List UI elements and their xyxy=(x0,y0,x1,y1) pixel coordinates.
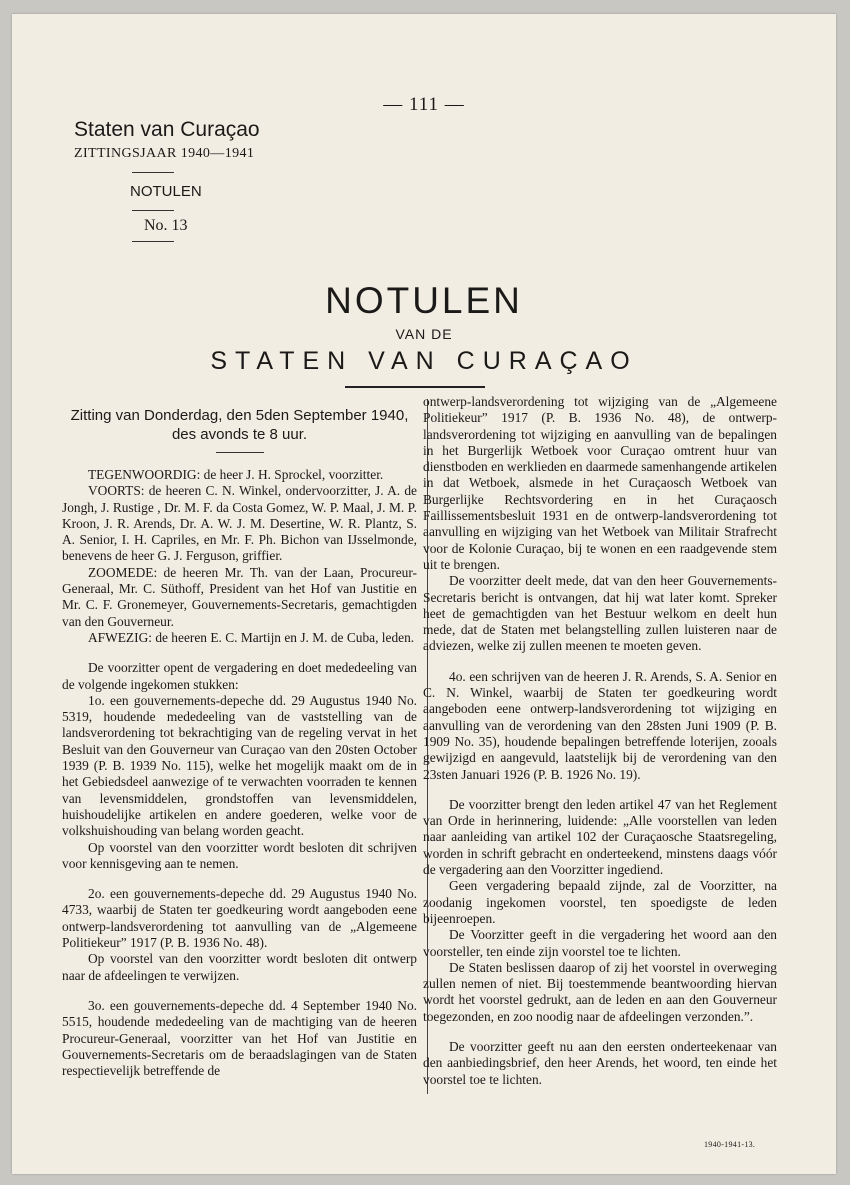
paragraph: ontwerp-landsverordening tot wijziging van de „Algemeene Politiekeur” 1917 (P. B. 1936 No. 48), de ontwerp-landsverordening tot wijziging en aanvulling van de bepalingen in het Burgerlijk Wetboek voor Curaçao omtrent huur van dienstboden en werklieden en daarmede samenhangende artikelen in dat Wetboek, alsmede in het Curaçaosch Wetboek van Burgerlijke Rechtsvordering en in het Curaçaosch Faillissementsbesluit 1931 en de ontwerp-landsverordening tot aanvulling en wijziging van het Wetboek van Militair Strafrecht voor de Kolonie Curaçao, bij te wonen en een raadgevende stem uit te brengen. xyxy=(423,394,777,572)
right-column xyxy=(423,394,777,1088)
print-stamp: 1940-1941-13. xyxy=(704,1140,756,1149)
sitting-heading-line2: des avonds te 8 uur. xyxy=(171,426,308,443)
paragraph: Geen vergadering bepaald zijnde, zal de Voorzitter, na zoodanig ingekomen voorstel, ten spoedigste de leden bijeenroepen. xyxy=(423,878,777,926)
paragraph: 1o. een gouvernements-depeche dd. 29 Augustus 1940 No. 5319, houdende mededeeling van de vaststelling van de landsverordening tot bekrachtiging van de regeling vervat in het Besluit van den Gouverneur van Curaçao van den 20sten October 1939 (P. B. 1939 No. 115), welke het mogelijk maakt om de in het Gebiedsdeel aanwezige of te verwachten voorraden te kennen van levensmiddelen, grondstoffen van levensmiddelen, huishoudelijke artikelen en andere goederen, welke voor de volkshuishouding van belang worden geacht. xyxy=(62,692,417,839)
document-type: NOTULEN xyxy=(130,183,202,200)
paragraph: De Voorzitter geeft in die vergadering het woord aan den voorsteller, ten einde zijn voorstel toe te lichten. xyxy=(423,927,777,959)
paragraph: De voorzitter opent de vergadering en doet mededeeling van de volgende ingekomen stukken: xyxy=(62,660,417,692)
paragraph: De voorzitter brengt den leden artikel 47 van het Reglement van Orde in herinnering, luidende: „Alle voorstellen van leden naar aanleiding van artikel 102 der Curaçaosche Staatsregeling, worden in schrift gebracht en onderteekend, minstens daags vóór de vergadering aan den Voorzitter ingediend. xyxy=(423,796,777,878)
sitting-heading xyxy=(62,406,417,444)
paragraph: 4o. een schrijven van de heeren J. R. Arends, S. A. Senior en C. N. Winkel, waarbij de Staten ter goedkeuring wordt aangeboden eene ontwerp-landsverordening tot wijziging en aanvulling van de verordening van den 28sten Juni 1909 (P. B. 1909 No. 35), houdende bepalingen betreffende loterijen, zooals gewijzigd en aangevuld, laatstelijk bij de verordening van den 23sten Januari 1926 (P. B. 1926 No. 19). xyxy=(423,668,777,782)
paragraph: 2o. een gouvernements-depeche dd. 29 Augustus 1940 No. 4733, waarbij de Staten ter goedkeuring wordt aangeboden eene ontwerp-landsverordening tot aanvulling van de „Algemeene Politiekeur” 1917 (P. B. 1936 No. 48). xyxy=(62,886,417,951)
paragraph: TEGENWOORDIG: de heer J. H. Sprockel, voorzitter. xyxy=(88,467,384,482)
paragraph: Op voorstel van den voorzitter wordt besloten dit ontwerp naar de afdeelingen te verwijzen. xyxy=(62,951,417,983)
paragraph: Op voorstel van den voorzitter wordt besloten dit schrijven voor kennisgeving aan te nemen. xyxy=(62,839,417,871)
organization-title: STATEN VAN CURAÇAO xyxy=(210,347,638,375)
sitting-heading-line1: Zitting van Donderdag, den 5den September 1940, xyxy=(70,407,409,424)
document-number: No. 13 xyxy=(144,217,188,234)
main-title: NOTULEN xyxy=(325,280,523,321)
page-number: — 111 — xyxy=(383,94,465,115)
paragraph: De voorzitter deelt mede, dat van den heer Gouvernements-Secretaris bericht is ontvangen, dat hij wat later komt. Spreker heet de gemachtigden van het Bestuur welkom en deelt hun mede, dat de Staten met belangstelling zullen luisteren naar de adviezen, welke zij zullen meenen te moeten geven. xyxy=(423,573,777,654)
paragraph: 3o. een gouvernements-depeche dd. 4 September 1940 No. 5515, houdende mededeeling van de machtiging van de heeren Procureur-Generaal, voorzitter van het Hof van Justitie en Gouvernements-Secretaris om de beraadslagingen van de Staten respectievelijk betreffende de xyxy=(62,997,417,1079)
header-divider xyxy=(132,241,174,242)
title-rule xyxy=(345,386,485,388)
left-column xyxy=(62,394,417,1079)
title-connector: VAN DE xyxy=(395,326,453,342)
session-year: ZITTINGSJAAR 1940—1941 xyxy=(74,146,255,161)
heading-divider xyxy=(216,452,264,453)
document-page xyxy=(12,14,836,1174)
paragraph: AFWEZIG: de heeren E. C. Martijn en J. M. de Cuba, leden. xyxy=(88,629,415,645)
paragraph: ZOOMEDE: de heeren Mr. Th. van der Laan, Procureur-Generaal, Mr. C. Süthoff, President van het Hof van Justitie en Mr. C. F. Gronemeyer, Gouvernements-Secretaris, gemachtigden van den Gouverneur. xyxy=(62,564,417,629)
document-header xyxy=(74,118,294,242)
document-origin: Staten van Curaçao xyxy=(74,118,260,141)
header-divider xyxy=(132,210,174,211)
paragraph: De Staten beslissen daarop of zij het voorstel in overweging zullen nemen of niet. Bij toestemmende beantwoording hiervan wordt het voorstel gedrukt, aan de leden en aan den Gouverneur toegezonden, en zoo noodig naar de afdeelingen verzonden.”. xyxy=(423,959,777,1024)
paragraph: De voorzitter geeft nu aan den eersten onderteekenaar van den aanbiedingsbrief, den heer Arends, het woord, ten einde het voorstel toe te lichten. xyxy=(423,1038,777,1087)
header-divider xyxy=(132,172,174,173)
paragraph: VOORTS: de heeren C. N. Winkel, ondervoorzitter, J. A. de Jongh, J. Rustige , Dr. M. F. da Costa Gomez, W. P. Maal, J. M. P. Kroon, J. R. Arends, Dr. A. W. J. M. Desertine, W. R. Plantz, S. A. Senior, I. H. Capriles, en Mr. F. Ph. Bichon van IJsselmonde, benevens de heer G. J. Ferguson, griffier. xyxy=(62,483,417,564)
